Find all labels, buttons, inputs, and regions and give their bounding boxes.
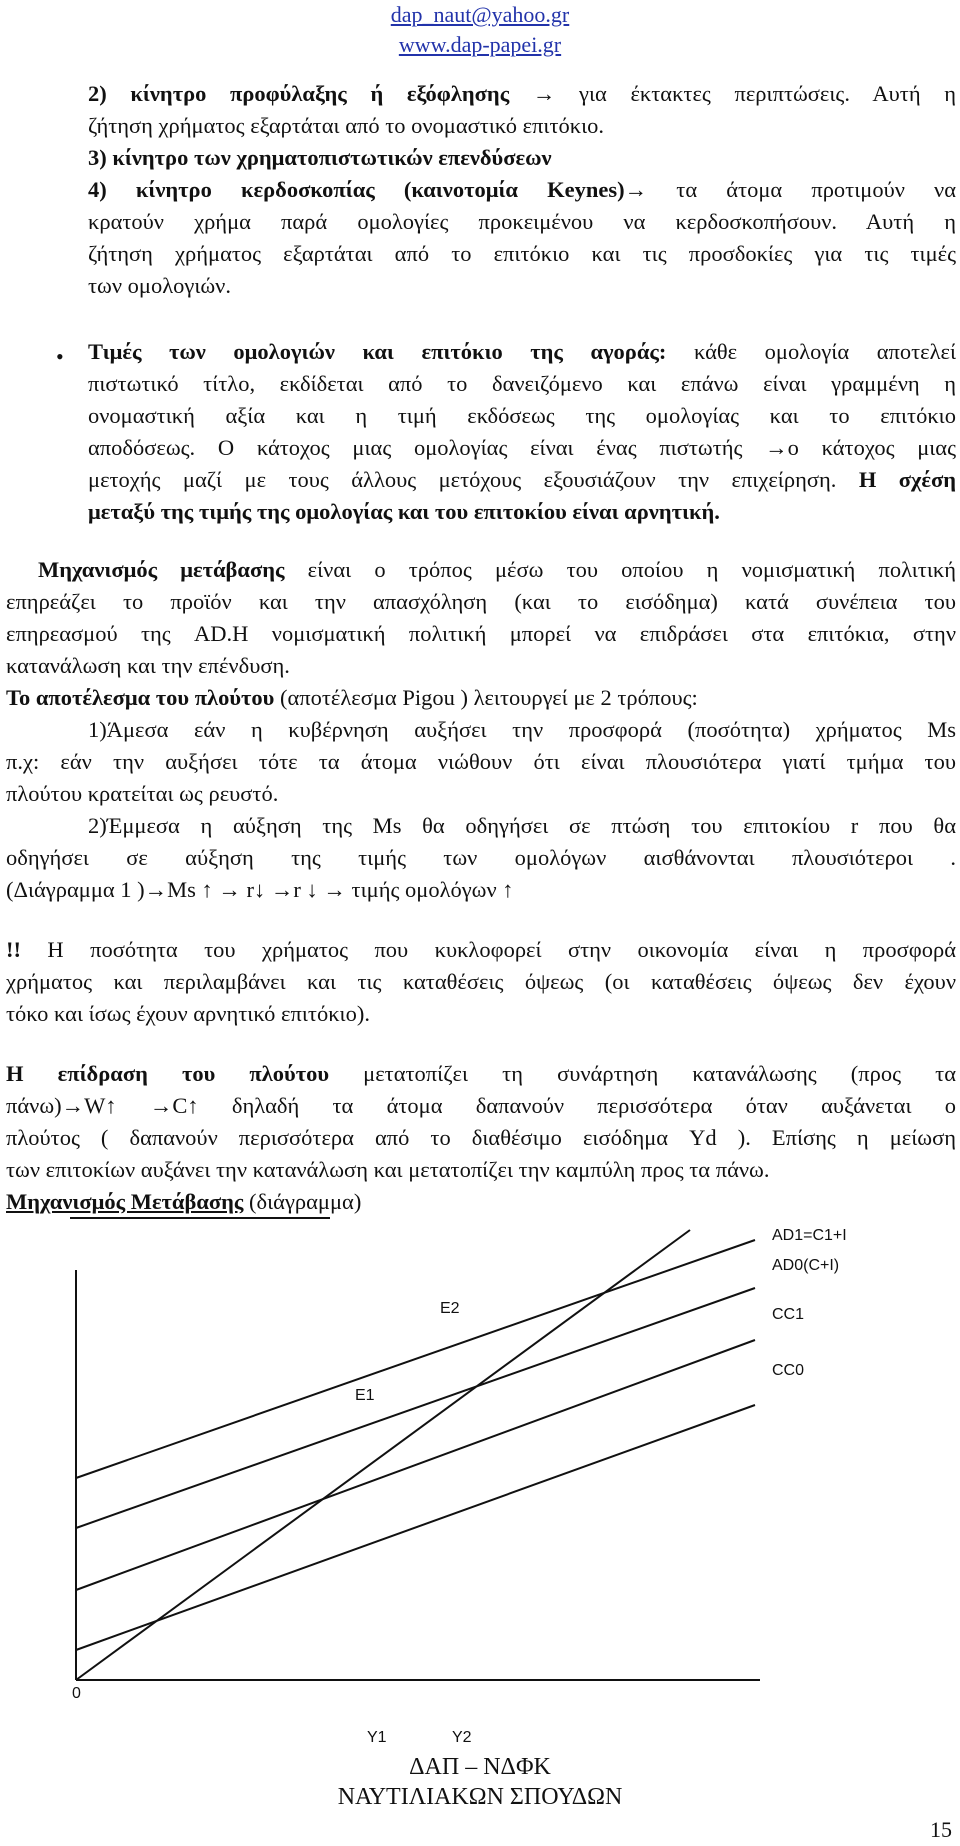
n-line-1 (6, 934, 956, 966)
label-ad0: AD0(C+I) (772, 1257, 840, 1274)
w-line-4: πλούτου κρατείται ως ρευστό. (6, 781, 279, 806)
i-l1-rest: μετατοπίζει τη συνάρτηση κατανάλωσης (προς τα (363, 1061, 956, 1086)
right-arrow-icon: → (765, 435, 788, 460)
cc1-line (76, 1340, 755, 1590)
b-l5-bold: Η σχέση (858, 467, 957, 492)
b-line-2: πιστωτικό τίτλο, εκδίδεται από το δανειζόμενο και επάνω είναι γραμμένη η (88, 371, 956, 396)
b-l1-bold: Τιμές των ομολογιών και επιτόκιο της αγοράς: (88, 339, 667, 364)
t-l1-rest: είναι ο τρόπος μέσω του οποίου η νομισματική πολιτική (307, 557, 956, 582)
s1-line-5: κρατούν χρήμα παρά ομολογίες προκειμένου να κερδοσκοπήσουν. Αυτή η (88, 209, 956, 234)
w-l1-bold: Το αποτέλεσμα του πλούτου (6, 685, 275, 710)
t-line-3: επηρεασμού της AD.Η νομισματική πολιτική μπορεί να επιδράσει στα επιτόκια, στην (6, 621, 956, 646)
n-line-3: τόκο και ίσως έχουν αρνητικό επιτόκιο). (6, 1001, 370, 1026)
s1-l3-bold: 3) κίνητρο των χρηματοπιστωτικών επενδύσεων (88, 145, 552, 170)
i-l5-bold-underlined: Μηχανισμός Μετάβασης (6, 1189, 244, 1214)
b-line-3: ονομαστική αξία και η τιμή εκδόσεως της ομολογίας και το επιτόκιο (88, 403, 956, 428)
bullet-icon: • (56, 344, 64, 369)
s1-l4-rest: τα άτομα προτιμούν να (676, 177, 957, 202)
s1-line-6: ζήτηση χρήματος εξαρτάται από το επιτόκιο και τις προσδοκίες για τις τιμές (88, 241, 956, 266)
b-l6-bold: μεταξύ της τιμής της ομολογίας και του επιτοκίου είναι αρνητική. (88, 499, 720, 524)
label-cc1: CC1 (772, 1306, 805, 1323)
w-l1-rest: (αποτέλεσμα Pigou ) λειτουργεί με 2 τρόπους: (279, 685, 698, 710)
b-line-5 (88, 464, 956, 496)
i-line-1 (6, 1058, 956, 1090)
label-y1: Y1 (367, 1729, 387, 1746)
s1-line-4 (88, 174, 956, 206)
label-e2: E2 (440, 1300, 460, 1317)
s1-l1-bold: 2) κίνητρο προφύλαξης ή εξόφλησης (88, 81, 510, 106)
i-l1-bold: Η επίδραση του πλούτου (6, 1061, 330, 1086)
b-l1-rest: κάθε ομολογία αποτελεί (693, 339, 957, 364)
s1-l1-rest: για έκτακτες περιπτώσεις. Αυτή η (579, 81, 957, 106)
w-line-6: οδηγήσει σε αύξηση της τιμής των ομολόγων αισθάνονται πλουσιότεροι . (6, 845, 956, 870)
footer-line-2: ΝΑΥΤΙΛΙΑΚΩΝ ΣΠΟΥΔΩΝ (337, 1784, 623, 1810)
line-45-degree (76, 1230, 690, 1680)
s1-line-1 (88, 78, 956, 110)
transmission-diagram (0, 1210, 960, 1790)
w-line-1 (6, 682, 698, 714)
w-line-3: π.χ: εάν την αυξήσει τότε τα άτομα νιώθουν ότι είναι πλουσιότερα γιατί τμήμα του (6, 749, 956, 774)
header-website[interactable]: www.dap-papei.gr (398, 32, 562, 57)
label-e1: E1 (355, 1387, 375, 1404)
i-line-3: πλούτος ( δαπανούν περισσότερα από το διαθέσιμο εισόδημα Yd ). Επίσης η μείωση (6, 1125, 956, 1150)
label-origin: 0 (72, 1685, 81, 1702)
w-line-2: 1)Άμεσα εάν η κυβέρνηση αυξήσει την προσφορά (ποσότητα) χρήματος Ms (88, 717, 956, 742)
w-line-7: (Διάγραμμα 1 )→Ms ↑ → r↓ →r ↓ → τιμής ομολόγων ↑ (6, 877, 514, 902)
i-line-4: των επιτοκίων αυξάνει την κατανάλωση και μετατοπίζει την καμπύλη προς τα πάνω. (6, 1157, 770, 1182)
label-ad1: AD1=C1+I (772, 1227, 847, 1244)
page-number: 15 (930, 1817, 952, 1842)
n-line-2: χρήματος και περιλαμβάνει και τις καταθέσεις όψεως (οι καταθέσεις όψεως δεν έχουν (6, 969, 956, 994)
n-l1-rest: Η ποσότητα του χρήματος που κυκλοφορεί στην οικονομία είναι η προσφορά (47, 937, 956, 962)
s1-line-7: των ομολογιών. (88, 273, 231, 298)
b-line-4 (88, 432, 956, 464)
t-l1-bold: Μηχανισμός μετάβασης (38, 557, 285, 582)
t-line-2: επηρεάζει το προϊόν και την απασχόληση (και το εισόδημα) κατά συνέπεια του (6, 589, 956, 614)
footer-line-1: ΔΑΠ – ΝΔΦΚ (409, 1754, 551, 1780)
t-line-4: κατανάλωση και την επένδυση. (6, 653, 290, 678)
i-l5-rest: (διάγραμμα) (249, 1189, 362, 1214)
label-y2: Y2 (452, 1729, 472, 1746)
t-line-1 (38, 554, 956, 586)
w-line-5: 2)Έμμεσα η αύξηση της Ms θα οδηγήσει σε πτώση του επιτοκίου r που θα (88, 813, 956, 838)
header-email[interactable]: dap_naut@yahoo.gr (390, 2, 570, 27)
n-l1-bold: !! (6, 937, 21, 962)
b-line-6 (88, 496, 720, 528)
right-arrow-icon: → (624, 177, 648, 202)
right-arrow-icon: → (532, 81, 556, 106)
b-l4-b: ο κάτοχος μιας (787, 435, 957, 460)
label-cc0: CC0 (772, 1362, 805, 1379)
ad0-line (76, 1288, 755, 1528)
b-l4-a: αποδόσεως. Ο κάτοχος μιας ομολογίας είναι ένας πιστωτής (88, 435, 743, 460)
s1-l4-bold: 4) κίνητρο κερδοσκοπίας (καινοτομία Keynes) (88, 177, 625, 202)
i-line-2: πάνω)→W↑ →C↑ δηλαδή τα άτομα δαπανούν περισσότερα όταν αυξάνεται ο (6, 1093, 956, 1118)
s1-line-2: ζήτηση χρήματος εξαρτάται από το ονομαστικό επιτόκιο. (88, 113, 605, 138)
b-line-1 (88, 336, 956, 368)
s1-line-3 (88, 142, 552, 174)
b-l5-a: μετοχής μαζί με τους άλλους μετόχους εξουσιάζουν την επιχείρηση. (88, 467, 837, 492)
